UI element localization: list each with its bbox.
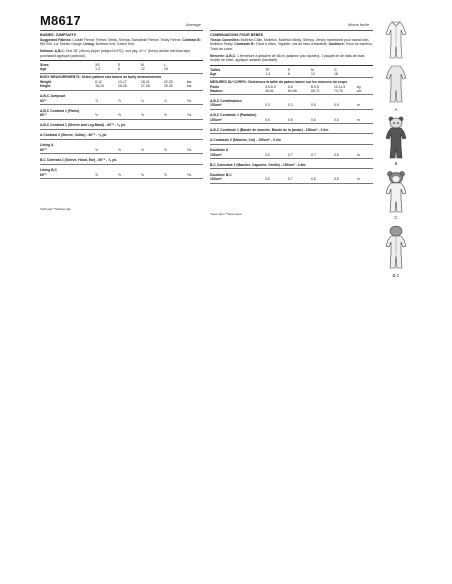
view-bc-back bbox=[385, 224, 407, 272]
fabric-width: 150cm* bbox=[210, 152, 222, 157]
jumpsuit-hood-ears-icon bbox=[385, 116, 407, 160]
yardage-value: ½ bbox=[118, 113, 121, 118]
yardage-section-title: A,B,C Contraste 1 (Bande de manche, Bande de la jambe) - 150cm* - 0.2m bbox=[210, 127, 329, 132]
yardage-value: 0.5 bbox=[265, 117, 270, 122]
yardage-unit: Yd. bbox=[186, 98, 192, 103]
fabric-width: 60"* bbox=[40, 172, 47, 177]
fabric-width: 60"* bbox=[40, 113, 47, 118]
yardage-value: ⅞ bbox=[141, 98, 144, 103]
height-row: Hauteur 46-61 64-66 69-71 74-76 cm bbox=[210, 88, 362, 93]
yardage-section-title: A,B,C Contrast 1 (Sleeve and Leg Band) - 60"* - ⅛ yd. bbox=[40, 123, 126, 128]
fabric-width: 150cm* bbox=[210, 177, 222, 182]
yardage-row bbox=[210, 177, 373, 181]
yardage-row bbox=[40, 113, 203, 117]
fabric-width: 60"* bbox=[40, 98, 47, 103]
yardage-value: ⅝ bbox=[163, 172, 167, 177]
yardage-section-title: A,B,C Jumpsuit bbox=[40, 94, 66, 99]
yardage-section-title: A,B,C Contraste 1 (Pantalon) bbox=[210, 113, 257, 118]
yardage-value: 0.7 bbox=[311, 152, 316, 157]
yardage-row bbox=[40, 99, 203, 103]
yardage-value: 0.3 bbox=[288, 103, 293, 108]
yardage-section-title: Lining B,C bbox=[40, 168, 57, 173]
fabric-width: 150cm* bbox=[210, 103, 222, 108]
yardage-unit: Yd. bbox=[186, 148, 192, 153]
yardage-value: 0.5 bbox=[333, 103, 339, 108]
yardage-section-title: A Contrast 2 (Sleeve, Collar) - 60"* - ⅛ yd. bbox=[40, 133, 107, 138]
view-a-front bbox=[385, 18, 407, 106]
fabrics-paragraph: Suggested Fabrics: Cuddle Fleece, Fleece, Minky, Sherpa, Sweatshirt Fleece, Teddy Fleece. Contrast B: Rib Knit. 1or Stretch Gauge. Lining: Bamboo Knit, Cotton Knit. bbox=[40, 37, 201, 47]
english-column bbox=[40, 33, 203, 212]
yardage-section-title: Doublure A bbox=[210, 148, 229, 153]
yardage-row bbox=[40, 173, 203, 177]
view-label: B,C bbox=[392, 273, 400, 278]
view-c-front bbox=[385, 170, 407, 214]
header-rule-en bbox=[40, 30, 203, 31]
french-column bbox=[210, 33, 373, 216]
yardage-value: 0.6 bbox=[265, 152, 270, 157]
yardage-section-title: B,C Contraste 2 (Manche, Capuche, Oreille) - 150cm* - 0.6m bbox=[210, 162, 306, 167]
view-label: C bbox=[394, 215, 398, 220]
measurements-table bbox=[210, 85, 373, 94]
difficulty-level-fr: Moins facile bbox=[348, 22, 370, 27]
fabric-width: 150cm* bbox=[210, 117, 222, 122]
yardage-section-title: A Contraste 2 (Manche, Col) - 150cm* - 0.2m bbox=[210, 137, 281, 142]
jumpsuit-collar-icon bbox=[385, 18, 407, 62]
yardage-value: ⅝ bbox=[141, 113, 144, 118]
yardage-row bbox=[40, 148, 203, 152]
yardage-value: 0.7 bbox=[288, 152, 293, 157]
yardage-row bbox=[210, 103, 373, 107]
difficulty-level-en: Average bbox=[186, 22, 201, 27]
size-table bbox=[210, 68, 373, 77]
fabric-width: 60"* bbox=[40, 148, 47, 153]
yardage-value: ⅝ bbox=[95, 148, 98, 153]
yardage-row bbox=[210, 118, 373, 122]
notions-paragraph: Notions: A,B,C: One 18" (46cm) zipper (subject to RC), one pkg. of ¼" (6mm) double fold bias tape, purchased applique (optional). bbox=[40, 48, 191, 58]
view-label: A bbox=[394, 107, 398, 112]
header-rule-fr bbox=[210, 30, 373, 31]
age-row: Age 1-3 6 12 18 bbox=[40, 67, 168, 72]
yardage-unit: m bbox=[356, 177, 360, 182]
yardage-unit: Yd. bbox=[186, 113, 192, 118]
yardage-value: ⅞ bbox=[118, 98, 121, 103]
yardage-value: 0.5 bbox=[288, 117, 293, 122]
yardage-section-title: A,B,C Contrast 1 (Pants) bbox=[40, 108, 80, 113]
yardage-section-title: Lining A bbox=[40, 143, 54, 148]
jumpsuit-back-icon bbox=[385, 224, 407, 272]
yardage-section-title: Doublure B,C bbox=[210, 172, 232, 177]
yardage-value: 0.6 bbox=[311, 117, 316, 122]
yardage-section-title: B,C Contrast 2 (Sleeve, Hood, Ear) - 60"* - ⅞ yd. bbox=[40, 157, 117, 162]
yardage-row bbox=[210, 153, 373, 157]
yardage-value: ⅝ bbox=[118, 148, 121, 153]
yardage-sections bbox=[210, 99, 373, 184]
view-label: B bbox=[394, 161, 398, 166]
view-b-front bbox=[385, 116, 407, 160]
yardage-value: 0.6 bbox=[265, 177, 270, 182]
yardage-sections bbox=[40, 94, 203, 179]
yardage-value: 0.8 bbox=[333, 177, 339, 182]
fabrics-paragraph: Tissus Conseillés: Molleton Câlin, Molleton, Molleton Minky, Sherpa, Jersey molletonné pour sweat-shirt, Molleton Teddy. Contraste B: Tricot à côtes. Vignette: voir au tissu d'élasticité. Doublure: Tricot de bambou, Tricot de coton. bbox=[210, 37, 373, 51]
yardage-unit: m bbox=[356, 152, 360, 157]
yardage-section-title: A,B,C Combinaison bbox=[210, 98, 242, 103]
yardage-value: ⅝ bbox=[118, 172, 121, 177]
footnote: *avec sens **sans sens bbox=[210, 211, 242, 216]
yardage-value: ⅝ bbox=[141, 148, 144, 153]
jumpsuit-back-icon bbox=[385, 62, 407, 106]
body-measurements-title: BODY MEASUREMENTS: Select pattern size based on body measurements bbox=[40, 75, 162, 80]
weight-row: Weight 8-12 13-17 18-21 22-25 lbs. bbox=[40, 79, 193, 84]
garment-title: BABIES' JUMPSUITS bbox=[40, 33, 76, 37]
yardage-value: ⅞ bbox=[163, 98, 167, 103]
measurements-table bbox=[40, 80, 203, 89]
yardage-value: ⅞ bbox=[95, 98, 98, 103]
weight-row: Poids 3.5-5.5 6-8 8-9.5 10-11.5 kg bbox=[210, 84, 361, 89]
age-row: Âge 1-3 6 12 18 bbox=[210, 71, 338, 76]
sizes-row: Sizes XS S M L bbox=[40, 62, 166, 67]
yardage-unit: m bbox=[356, 117, 360, 122]
yardage-value: ⅝ bbox=[163, 113, 167, 118]
yardage-value: 0.7 bbox=[288, 177, 293, 182]
yardage-value: ⅝ bbox=[95, 172, 98, 177]
yardage-value: 0.3 bbox=[265, 103, 270, 108]
sizes-row: Tailles TP P M G bbox=[210, 67, 337, 72]
yardage-unit: m bbox=[356, 103, 360, 108]
jumpsuit-hood-icon bbox=[385, 170, 407, 214]
height-row: Height 18-24 25-26 27-28 29-30 ins. bbox=[40, 84, 193, 89]
view-illustrations bbox=[382, 18, 410, 282]
notions-paragraph: Mercerie: A,B,C: 1 fermeture à glissière de 46cm (adaptez pour ajustez), 1 paquet de de biais de biais double de 6mm, appliqué achetée (facultatif). bbox=[210, 53, 365, 63]
yardage-value: 0.8 bbox=[333, 152, 339, 157]
yardage-value: ½ bbox=[95, 113, 98, 118]
garment-title: COMBINAISONS POUR BÉBÉS bbox=[210, 33, 264, 37]
size-table bbox=[40, 63, 203, 72]
yardage-value: ⅝ bbox=[141, 172, 144, 177]
pattern-number: M8617 bbox=[40, 13, 81, 28]
yardage-value: 0.8 bbox=[311, 177, 316, 182]
yardage-value: 0.6 bbox=[333, 117, 339, 122]
yardage-value: 0.5 bbox=[311, 103, 316, 108]
body-measurements-title: MESURES DU CORPS: Choisissez la taille du patron basée sur les mesures du corps bbox=[210, 79, 347, 84]
footnote: *with nap **without nap bbox=[40, 207, 71, 212]
yardage-unit: Yd. bbox=[186, 172, 192, 177]
yardage-value: ⅝ bbox=[163, 148, 167, 153]
